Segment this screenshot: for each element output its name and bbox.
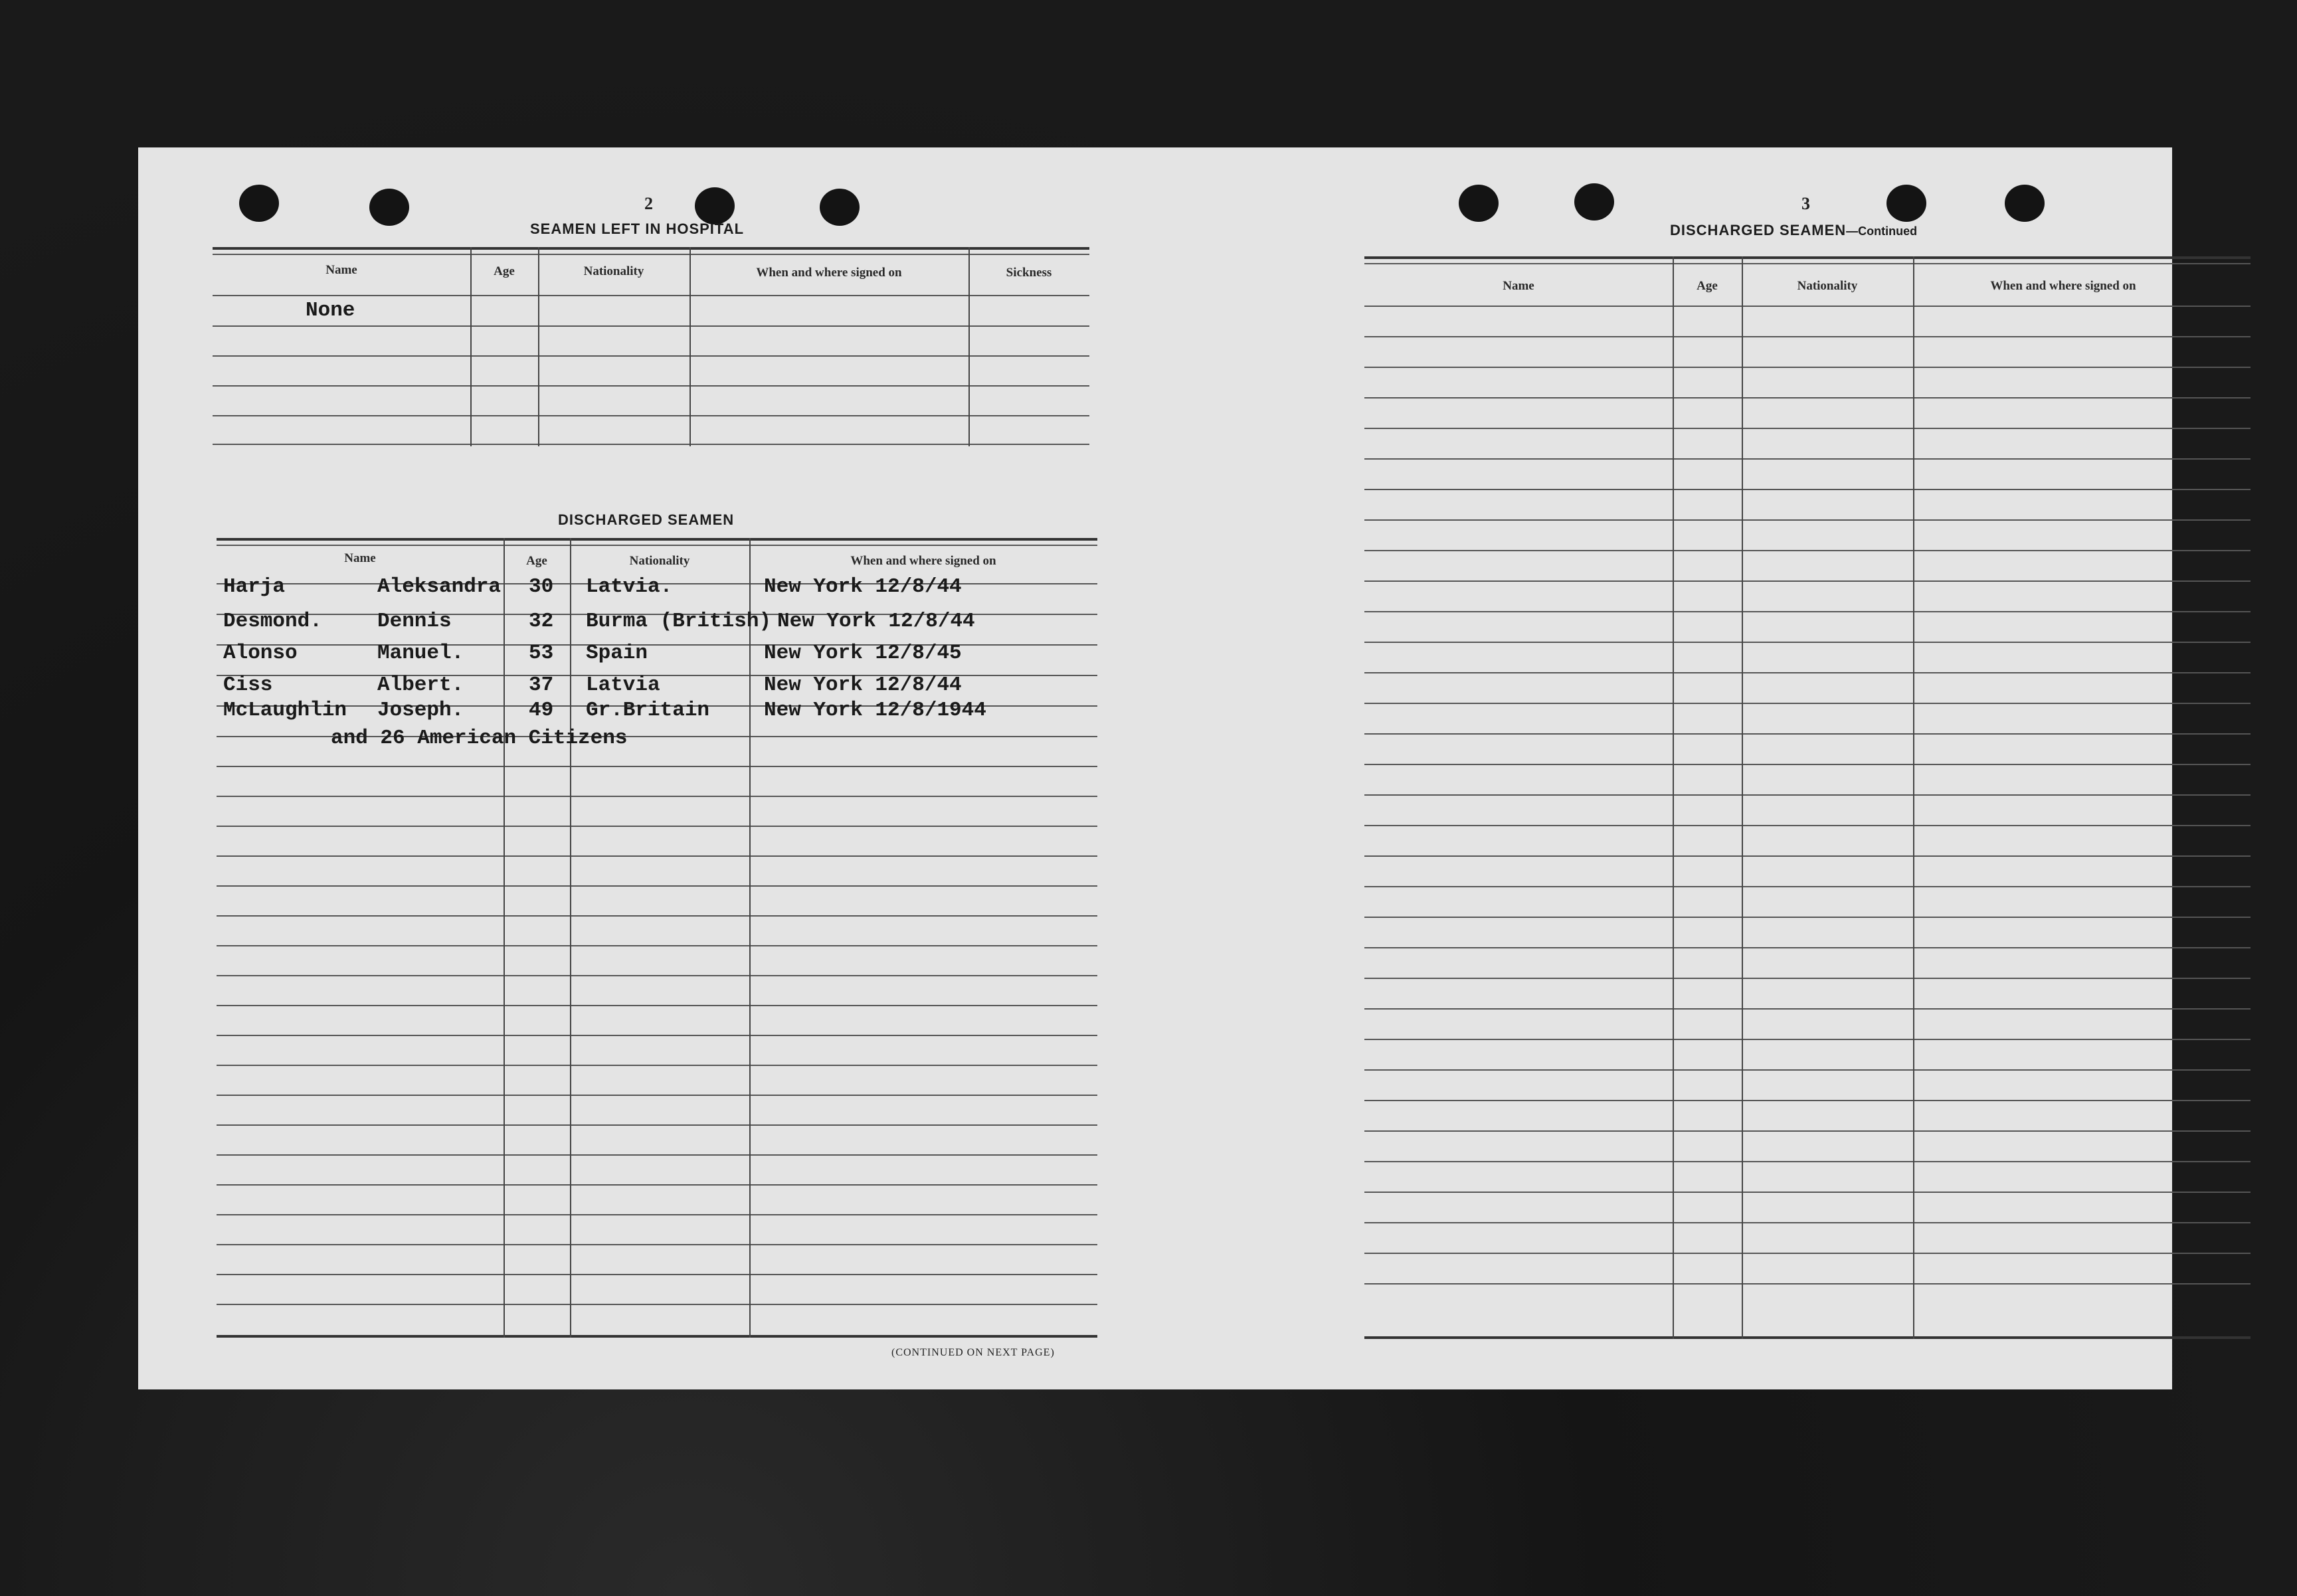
table-rule — [1364, 947, 2251, 948]
col-header-signed-on: When and where signed on — [756, 266, 902, 280]
table-rule — [1364, 256, 2251, 259]
table-rule — [1364, 611, 2251, 612]
column-divider — [1913, 256, 1914, 1339]
table-rule — [1364, 764, 2251, 765]
table-rule — [1364, 580, 2251, 582]
table-rule — [217, 1035, 1097, 1036]
seaman-nationality: Latvia. — [586, 575, 673, 598]
table-rule — [217, 1154, 1097, 1156]
table-rule — [1364, 703, 2251, 704]
column-divider — [1742, 256, 1743, 1339]
table-rule — [1364, 519, 2251, 521]
table-rule — [1364, 1008, 2251, 1010]
table-rule — [217, 1124, 1097, 1126]
table-rule — [217, 915, 1097, 917]
col-header-nationality: Nationality — [583, 264, 644, 278]
discharged-note: and 26 American Citizens — [331, 727, 628, 750]
col-header-age: Age — [494, 264, 515, 278]
column-divider — [1673, 256, 1674, 1339]
col-header-name: Name — [325, 263, 357, 277]
table-rule — [217, 1005, 1097, 1006]
seaman-age: 30 — [529, 575, 554, 598]
seaman-surname: Ciss — [223, 673, 273, 697]
table-rule — [217, 1335, 1097, 1338]
table-rule — [1364, 917, 2251, 918]
right-page — [1154, 147, 2172, 1389]
table-rule — [217, 855, 1097, 857]
table-rule — [217, 826, 1097, 827]
column-divider — [570, 538, 571, 1338]
seaman-age: 32 — [529, 610, 554, 633]
punch-hole — [1574, 183, 1614, 221]
continued-table — [1364, 256, 2251, 1343]
page-number: 3 — [1801, 194, 1810, 213]
table-rule — [217, 945, 1097, 946]
document-sheet — [138, 147, 2172, 1389]
continued-section-title — [1670, 222, 1917, 239]
punch-hole — [239, 185, 279, 222]
seaman-nationality: Gr.Britain — [586, 699, 710, 722]
column-divider — [504, 538, 505, 1338]
table-rule — [1364, 886, 2251, 887]
left-page — [138, 147, 1154, 1389]
col-header-signed-on: When and where signed on — [1990, 279, 2136, 293]
seaman-age: 53 — [529, 642, 554, 665]
column-divider — [749, 538, 751, 1338]
punch-hole — [1459, 185, 1499, 222]
seaman-signed-on: New York 12/8/44 — [777, 610, 975, 633]
table-rule — [217, 1095, 1097, 1096]
table-rule — [1364, 794, 2251, 796]
seaman-given-name: Aleksandra — [377, 575, 502, 598]
seaman-signed-on: New York 12/8/45 — [764, 642, 962, 665]
seaman-signed-on: New York 12/8/44 — [764, 673, 962, 697]
seaman-nationality: Burma (British) — [586, 610, 772, 633]
table-rule — [217, 545, 1097, 546]
page-number: 2 — [644, 194, 653, 213]
punch-hole — [820, 189, 860, 226]
table-rule — [217, 975, 1097, 976]
table-rule — [1364, 1253, 2251, 1254]
table-rule — [213, 385, 1089, 387]
table-rule — [217, 1244, 1097, 1245]
seaman-surname: Desmond. — [223, 610, 322, 633]
table-rule — [217, 644, 1097, 646]
table-rule — [1364, 1161, 2251, 1162]
table-rule — [1364, 367, 2251, 368]
table-rule — [1364, 978, 2251, 979]
table-rule — [1364, 1283, 2251, 1285]
table-rule — [1364, 263, 2251, 264]
table-rule — [1364, 550, 2251, 551]
table-rule — [1364, 1336, 2251, 1339]
table-rule — [1364, 489, 2251, 490]
table-rule — [1364, 672, 2251, 673]
table-rule — [213, 355, 1089, 357]
seaman-given-name: Joseph. — [377, 699, 464, 722]
table-rule — [1364, 642, 2251, 643]
table-rule — [1364, 733, 2251, 735]
punch-hole — [695, 187, 735, 224]
col-header-age: Age — [1697, 279, 1718, 293]
section-title-suffix: —Continued — [1846, 224, 1918, 238]
punch-hole — [1886, 185, 1926, 222]
col-header-age: Age — [526, 554, 547, 568]
table-rule — [1364, 825, 2251, 826]
table-rule — [217, 538, 1097, 541]
hospital-table — [213, 247, 1089, 446]
col-header-nationality: Nationality — [1797, 279, 1858, 293]
seaman-surname: Alonso — [223, 642, 298, 665]
col-header-sickness: Sickness — [1006, 266, 1052, 280]
table-rule — [217, 1304, 1097, 1305]
punch-hole — [369, 189, 409, 226]
seaman-surname: McLaughlin — [223, 699, 347, 722]
table-rule — [213, 415, 1089, 416]
col-header-name: Name — [1503, 279, 1534, 293]
table-rule — [217, 1274, 1097, 1275]
seaman-signed-on: New York 12/8/44 — [764, 575, 962, 598]
seaman-given-name: Manuel. — [377, 642, 464, 665]
table-rule — [213, 295, 1089, 296]
table-rule — [1364, 1039, 2251, 1040]
section-title-text: DISCHARGED SEAMEN — [1670, 222, 1847, 238]
seaman-age: 37 — [529, 673, 554, 697]
table-rule — [217, 1184, 1097, 1186]
hospital-entry: None — [306, 299, 355, 322]
table-rule — [1364, 397, 2251, 399]
table-rule — [213, 247, 1089, 250]
seaman-given-name: Dennis — [377, 610, 452, 633]
seaman-signed-on: New York 12/8/1944 — [764, 699, 986, 722]
table-rule — [217, 1214, 1097, 1215]
seaman-surname: Harja — [223, 575, 286, 598]
table-rule — [213, 254, 1089, 255]
table-rule — [217, 796, 1097, 797]
table-rule — [1364, 1130, 2251, 1132]
discharged-section-title: DISCHARGED SEAMEN — [558, 511, 735, 528]
table-rule — [1364, 1222, 2251, 1223]
table-rule — [217, 766, 1097, 767]
col-header-name: Name — [344, 551, 376, 565]
table-rule — [1364, 1100, 2251, 1101]
table-rule — [1364, 428, 2251, 429]
continued-footer: (CONTINUED ON NEXT PAGE) — [891, 1347, 1055, 1358]
table-rule — [213, 325, 1089, 327]
table-rule — [1364, 458, 2251, 460]
col-header-signed-on: When and where signed on — [850, 554, 996, 568]
hospital-section-title: SEAMEN LEFT IN HOSPITAL — [530, 221, 745, 237]
table-rule — [217, 1065, 1097, 1066]
table-rule — [1364, 306, 2251, 307]
table-rule — [1364, 1192, 2251, 1193]
table-rule — [213, 444, 1089, 445]
punch-hole — [2005, 185, 2045, 222]
discharged-table — [217, 538, 1097, 1342]
seaman-nationality: Spain — [586, 642, 648, 665]
seaman-age: 49 — [529, 699, 554, 722]
table-rule — [1364, 855, 2251, 857]
seaman-nationality: Latvia — [586, 673, 660, 697]
col-header-nationality: Nationality — [629, 554, 690, 568]
table-rule — [1364, 336, 2251, 337]
seaman-given-name: Albert. — [377, 673, 464, 697]
table-rule — [217, 885, 1097, 887]
table-rule — [1364, 1069, 2251, 1071]
